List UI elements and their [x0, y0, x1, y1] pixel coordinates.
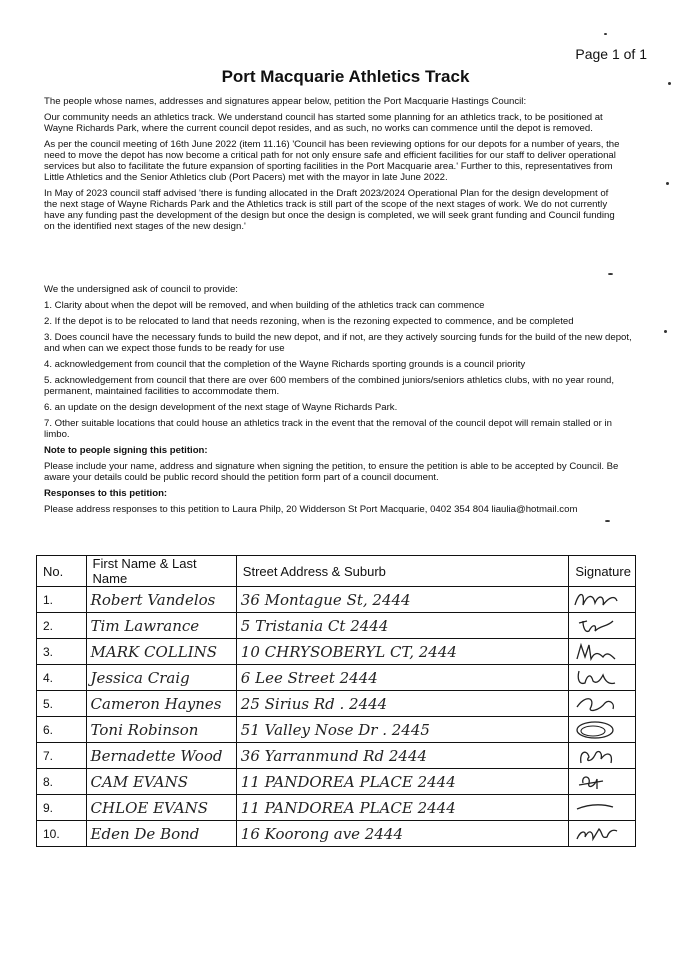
note-heading: Note to people signing this petition: — [44, 445, 208, 456]
signer-address: 25 Sirius Rd . 2444 — [236, 691, 569, 717]
header-no: No. — [37, 556, 87, 587]
signature-mark — [569, 613, 636, 639]
ask-intro: We the undersigned ask of council to provide: — [44, 284, 238, 295]
signer-name: Tim Lawrance — [86, 613, 236, 639]
scan-speck — [668, 82, 671, 85]
intro-section — [44, 96, 624, 237]
row-number: 4. — [37, 665, 87, 691]
row-number: 9. — [37, 795, 87, 821]
signer-name: MARK COLLINS — [86, 639, 236, 665]
table-row — [37, 717, 636, 743]
table-row — [37, 821, 636, 847]
signer-address: 51 Valley Nose Dr . 2445 — [236, 717, 569, 743]
note-text: Please include your name, address and signature when signing the petition, to ensure the petition is able to be accepted by Council. Be aware your details could be public record should the petition form part of a council document. — [44, 461, 619, 483]
table-row — [37, 743, 636, 769]
table-row — [37, 795, 636, 821]
ask-item: 5. acknowledgement from council that there are over 600 members of the combined juniors/seniors athletics clubs, with no year round, permanent, maintained facilities to accommodate them. — [44, 375, 615, 397]
table-row — [37, 587, 636, 613]
paragraph: As per the council meeting of 16th June 2022 (item 11.16) 'Council has been reviewing options for our depots for a number of years, the need to move the depot has now become a critical path for not only ensure safe and efficient facilities for our staff to deliver operational services but also to facilitate the future expansion of sporting facilities in the Port Macquarie area.' Further to this, representatives from Little Athletics and the Senior Athletics club (Port Pacers) met with the mayor in late June 2022. — [44, 139, 620, 183]
paragraph: Our community needs an athletics track. We understand council has started some planning for an athletics track, to be positioned at Wayne Richards Park, where the current council depot resides, and as such, no works can commence until the depot is removed. — [44, 112, 603, 134]
signature-table — [36, 555, 636, 847]
table-header-row — [37, 556, 636, 587]
ask-item: 6. an update on the design development of the next stage of Wayne Richards Park. — [44, 402, 398, 413]
signature-mark — [569, 639, 636, 665]
table-row — [37, 639, 636, 665]
signature-mark — [569, 795, 636, 821]
signer-name: Bernadette Wood — [86, 743, 236, 769]
signer-name: Jessica Craig — [86, 665, 236, 691]
signature-mark — [569, 821, 636, 847]
page-number: Page 1 of 1 — [575, 46, 647, 62]
paragraph: In May of 2023 council staff advised 'there is funding allocated in the Draft 2023/2024 Operational Plan for the design development of the next stage of Wayne Richards Park and the Athletics track is still part of the scope of the next stages of work. We do not currently have any funding past the development of the design but once the design is completed, we will seek grant funding and Council funding on the identified next stages of the new design.' — [44, 188, 615, 232]
row-number: 1. — [37, 587, 87, 613]
signer-address: 6 Lee Street 2444 — [236, 665, 569, 691]
row-number: 8. — [37, 769, 87, 795]
signer-name: Eden De Bond — [86, 821, 236, 847]
ask-item: 4. acknowledgement from council that the completion of the Wayne Richards sporting grounds is a council priority — [44, 359, 526, 370]
header-address: Street Address & Suburb — [236, 556, 569, 587]
ask-list — [44, 284, 634, 520]
signer-name: Toni Robinson — [86, 717, 236, 743]
responses-text: Please address responses to this petition to Laura Philp, 20 Widderson St Port Macquarie, 0402 354 804 liaulia@hotmail.com — [44, 504, 578, 515]
signer-address: 16 Koorong ave 2444 — [236, 821, 569, 847]
scan-speck — [605, 520, 610, 522]
signer-address: 36 Yarranmund Rd 2444 — [236, 743, 569, 769]
signer-name: CHLOE EVANS — [86, 795, 236, 821]
signer-name: Cameron Haynes — [86, 691, 236, 717]
table-row — [37, 613, 636, 639]
ask-item: 1. Clarity about when the depot will be removed, and when building of the athletics track can commence — [44, 300, 485, 311]
signer-address: 10 CHRYSOBERYL CT, 2444 — [236, 639, 569, 665]
scan-speck — [666, 182, 669, 185]
scan-speck — [664, 330, 667, 333]
intro-text: The people whose names, addresses and signatures appear below, petition the Port Macquarie Hastings Council: — [44, 96, 527, 107]
row-number: 3. — [37, 639, 87, 665]
signer-name: Robert Vandelos — [86, 587, 236, 613]
signature-mark — [569, 769, 636, 795]
signature-mark — [569, 743, 636, 769]
signature-mark — [569, 665, 636, 691]
row-number: 5. — [37, 691, 87, 717]
document-title: Port Macquarie Athletics Track — [221, 67, 470, 86]
responses-heading: Responses to this petition: — [44, 488, 168, 499]
signer-name: CAM EVANS — [86, 769, 236, 795]
row-number: 2. — [37, 613, 87, 639]
signer-address: 36 Montague St, 2444 — [236, 587, 569, 613]
header-name: First Name & Last Name — [86, 556, 236, 587]
row-number: 7. — [37, 743, 87, 769]
scan-speck — [604, 33, 607, 35]
table-row — [37, 665, 636, 691]
ask-item: 3. Does council have the necessary funds to build the new depot, and if not, are they actively sourcing funds for the build of the new depot, and when can we expect those funds to be ready for use — [44, 332, 632, 354]
signer-address: 5 Tristania Ct 2444 — [236, 613, 569, 639]
table-row — [37, 769, 636, 795]
row-number: 6. — [37, 717, 87, 743]
signature-mark — [569, 587, 636, 613]
signature-mark — [569, 691, 636, 717]
ask-item: 7. Other suitable locations that could house an athletics track in the event that the removal of the council depot will remain stalled or in limbo. — [44, 418, 612, 440]
scan-speck — [608, 273, 613, 275]
row-number: 10. — [37, 821, 87, 847]
ask-item: 2. If the depot is to be relocated to land that needs rezoning, when is the rezoning expected to commence, and be completed — [44, 316, 574, 327]
signature-mark — [569, 717, 636, 743]
signer-address: 11 PANDOREA PLACE 2444 — [236, 769, 569, 795]
signer-address: 11 PANDOREA PLACE 2444 — [236, 795, 569, 821]
table-row — [37, 691, 636, 717]
header-signature: Signature — [569, 556, 636, 587]
